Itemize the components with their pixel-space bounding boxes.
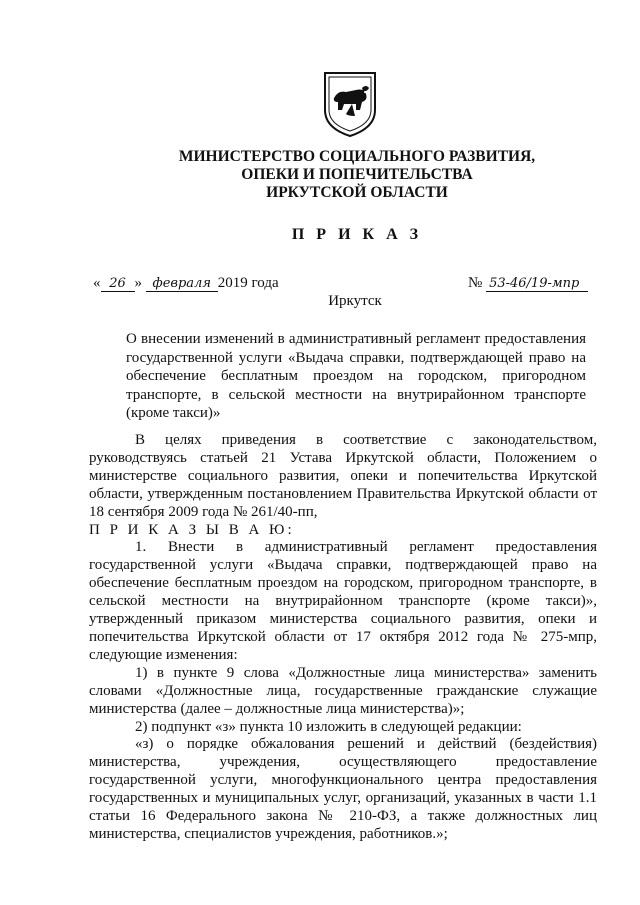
item-1-paragraph: 1. Внести в административный регламент предоставления государственной услуги «Выдача справки, подтверждающей право на обеспечение бесплатным проездом на городском, пригородном транспорте, в сельской местности на внутрирайонном транспорте (кроме такси)», утвержденный приказом министерства социального развития, опеки и попечительства Иркутской области от 17 октября 2012 года № 275-мпр, следующие изменения: bbox=[89, 539, 597, 663]
subitem-1-paragraph: 1) в пункте 9 слова «Должностные лица министерства» заменить словами «Должностные лица, государственные гражданские служащие министерства (далее – должностные лица министерства)»; bbox=[89, 664, 597, 717]
order-date bbox=[93, 275, 279, 292]
ministry-line-3: ИРКУТСКОЙ ОБЛАСТИ bbox=[266, 184, 448, 201]
ministry-line-2: ОПЕКИ И ПОПЕЧИТЕЛЬСТВА bbox=[241, 166, 473, 183]
irkutsk-coat-of-arms-icon bbox=[322, 70, 378, 138]
order-number-label: № bbox=[468, 275, 483, 291]
document-type-heading bbox=[0, 226, 640, 244]
preamble-paragraph: В целях приведения в соответствие с законодательством, руководствуясь статьей 21 Устава Иркутской области, Положением о министерстве социального развития, опеки и попечительства Иркутской области, утвержденным постановлением Правительства Иркутской области от 18 сентября 2009 года № 261/40-пп, bbox=[89, 432, 597, 520]
coat-of-arms-emblem bbox=[322, 70, 378, 138]
subitem-2-paragraph: 2) подпункт «з» пункта 10 изложить в следующей редакции: bbox=[135, 718, 522, 735]
city-name: Иркутск bbox=[328, 293, 382, 309]
ministry-name bbox=[0, 148, 640, 202]
date-close-quote: » bbox=[134, 275, 142, 291]
order-directive: П Р И К А З Ы В А Ю: bbox=[89, 521, 295, 538]
city-line bbox=[0, 293, 640, 310]
ministry-line-1: МИНИСТЕРСТВО СОЦИАЛЬНОГО РАЗВИТИЯ, bbox=[178, 148, 536, 165]
date-day-handwritten: 26 bbox=[101, 276, 135, 292]
date-year: 2019 года bbox=[217, 275, 279, 291]
document-type-label: П Р И К А З bbox=[291, 226, 423, 243]
subitem-2-text: «з) о порядке обжалования решений и действий (бездействия) министерства, учреждения, осуществляющего предоставление государственной услуги, многофункционального центра предоставления государственных и муниципальных услуг, организаций, указанных в части 1.1 статьи 16 Федерального закона № 210-ФЗ, а также должностных лиц министерства, специалистов учреждения, работников.»; bbox=[89, 736, 597, 842]
date-month-handwritten: февраля bbox=[146, 276, 218, 292]
order-body bbox=[89, 432, 597, 844]
order-number-handwritten: 53-46/19-мпр bbox=[486, 276, 588, 292]
order-subject: О внесении изменений в административный регламент предоставления государственной услуги «Выдача справки, подтверждающей право на обеспечение бесплатным проездом на городском, пригородном транспорте, в сельской местности на внутрирайонном транспорте (кроме такси)» bbox=[126, 331, 586, 421]
date-open-quote: « bbox=[93, 275, 101, 291]
order-number bbox=[468, 275, 588, 292]
